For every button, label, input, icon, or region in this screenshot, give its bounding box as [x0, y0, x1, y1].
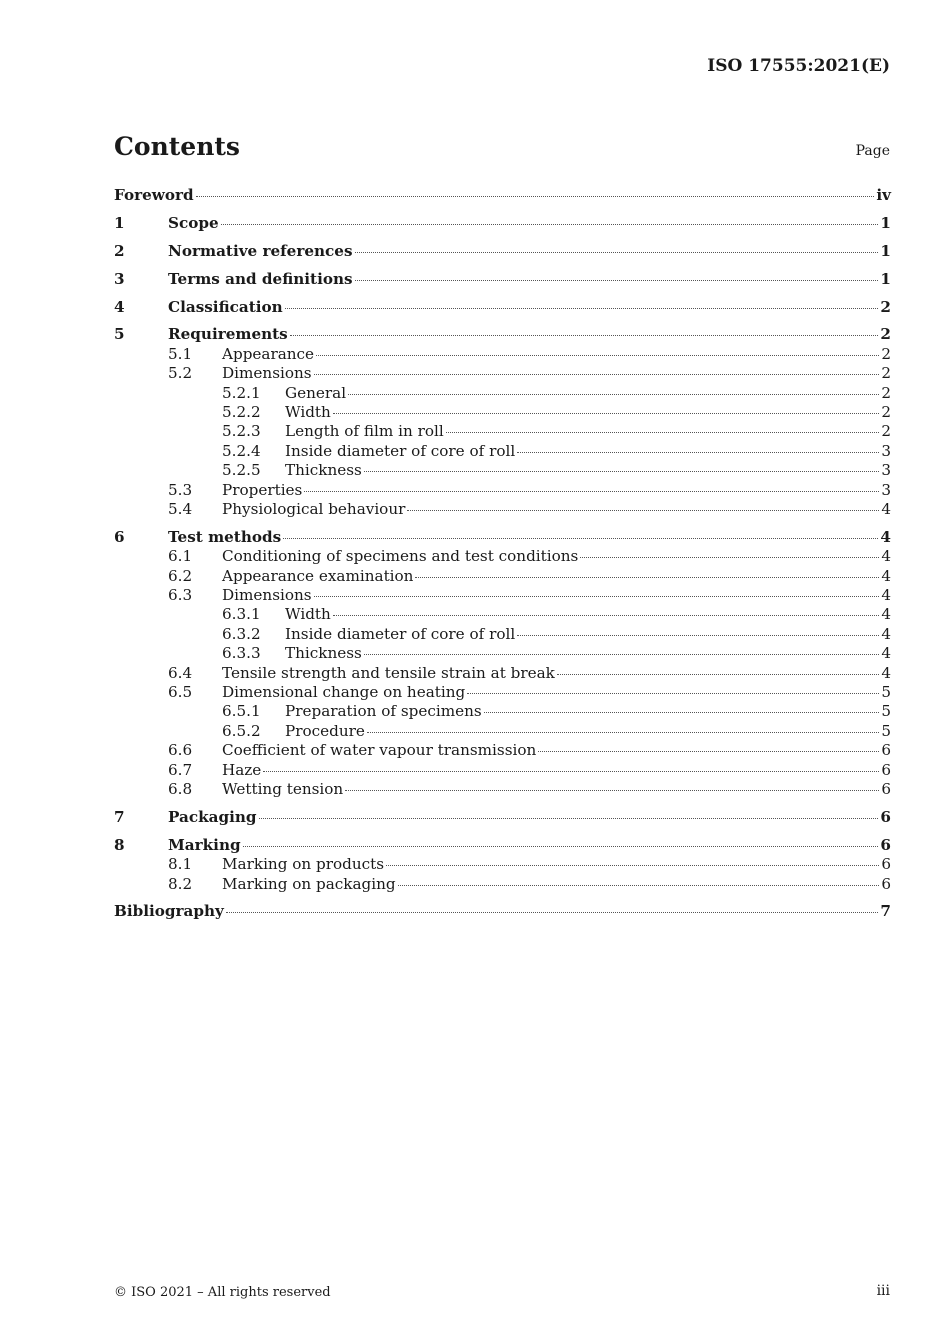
- toc-entry-title: Inside diameter of core of roll: [285, 441, 516, 460]
- toc-entry-number: 6.4: [168, 663, 193, 682]
- toc-entry-page: 3: [881, 461, 891, 480]
- toc-entry-number: 6.7: [168, 760, 193, 779]
- toc-entry-page: 6: [881, 874, 891, 893]
- toc-entry-title: Preparation of specimens: [285, 702, 482, 721]
- toc-entry-title: Coefficient of water vapour transmission: [222, 741, 537, 760]
- toc-entry-page: 1: [880, 213, 891, 232]
- toc-entry-number: 6: [114, 527, 125, 546]
- toc-entry-title: Procedure: [285, 721, 365, 740]
- toc-entry-page: 2: [881, 344, 891, 363]
- toc-entry-title: General: [285, 383, 347, 402]
- toc-entry-number: 5.2.4: [222, 441, 261, 460]
- toc-entry-number: 5.3: [168, 480, 193, 499]
- toc-entry-number: 6.1: [168, 547, 193, 566]
- toc-entry-number: 7: [114, 807, 125, 826]
- dot-leader: [314, 374, 880, 375]
- toc-entry[interactable]: [114, 722, 891, 741]
- toc-entry[interactable]: [114, 403, 891, 422]
- toc-entry-title: Appearance: [222, 344, 315, 363]
- toc-entry-title: Thickness: [285, 644, 362, 663]
- dot-leader: [557, 674, 879, 675]
- toc-entry-number: 2: [114, 241, 125, 260]
- dot-leader: [367, 732, 879, 733]
- dot-leader: [407, 510, 879, 511]
- toc-entry[interactable]: [114, 567, 891, 586]
- toc-entry[interactable]: [114, 625, 891, 644]
- toc-entry-title: Classification: [168, 297, 283, 316]
- toc-entry-number: 8: [114, 835, 125, 854]
- toc-entry-title: Marking: [168, 835, 241, 854]
- toc-entry-page: 6: [881, 779, 891, 798]
- dot-leader: [446, 432, 880, 433]
- toc-entry-number: 4: [114, 297, 125, 316]
- toc-entry-number: 6.3.2: [222, 624, 261, 643]
- dot-leader: [226, 912, 879, 913]
- toc-entry-title: Width: [285, 403, 331, 422]
- toc-entry-title: Tensile strength and tensile strain at break: [222, 663, 555, 682]
- toc-entry-title: Test methods: [168, 527, 282, 546]
- toc-entry-page: 2: [881, 364, 891, 383]
- toc-entry-title: Wetting tension: [222, 779, 344, 798]
- toc-entry-number: 5: [114, 325, 125, 344]
- toc-entry-number: 6.3: [168, 586, 193, 605]
- toc-entry[interactable]: [114, 741, 891, 760]
- dot-leader: [386, 865, 879, 866]
- dot-leader: [259, 818, 879, 819]
- toc-entry-title: Physiological behaviour: [222, 499, 406, 518]
- toc-entry-number: 8.2: [168, 874, 193, 893]
- toc-entry-page: 4: [881, 547, 891, 566]
- toc-entry[interactable]: [114, 481, 891, 500]
- toc-entry-page: 4: [881, 499, 891, 518]
- toc-entry-page: 2: [880, 297, 891, 316]
- toc-entry[interactable]: [114, 298, 891, 317]
- toc-entry-page: 2: [880, 325, 891, 344]
- toc-entry-title: Terms and definitions: [168, 269, 353, 288]
- dot-leader: [290, 335, 879, 336]
- toc-entry-page: 6: [880, 807, 891, 826]
- toc-entry-page: 3: [881, 441, 891, 460]
- dot-leader: [316, 355, 879, 356]
- toc-entry-page: 7: [880, 902, 891, 921]
- toc-entry[interactable]: [114, 902, 891, 921]
- toc-entry[interactable]: [114, 384, 891, 403]
- toc-entry-title: Packaging: [168, 807, 257, 826]
- dot-leader: [364, 654, 879, 655]
- toc-entry[interactable]: [114, 364, 891, 383]
- toc-entry-title: Requirements: [168, 325, 288, 344]
- toc-entry-title: Inside diameter of core of roll: [285, 624, 516, 643]
- toc-entry[interactable]: [114, 664, 891, 683]
- toc-entry-page: 4: [881, 663, 891, 682]
- contents-title: Contents: [114, 132, 241, 161]
- toc-entry-number: 6.5.1: [222, 702, 261, 721]
- page-column-label: Page: [855, 143, 890, 159]
- toc-entry[interactable]: [114, 761, 891, 780]
- dot-leader: [333, 615, 880, 616]
- toc-entry-title: Properties: [222, 480, 303, 499]
- toc-entry[interactable]: [114, 836, 891, 855]
- toc-entry-page: 5: [881, 721, 891, 740]
- toc-entry-page: 5: [881, 702, 891, 721]
- toc-entry-title: Haze: [222, 760, 262, 779]
- toc-entry-page: iv: [876, 186, 891, 204]
- toc-entry[interactable]: [114, 780, 891, 799]
- toc-entry-number: 5.4: [168, 499, 193, 518]
- toc-entry[interactable]: [114, 586, 891, 605]
- toc-entry-title: Conditioning of specimens and test conditions: [222, 547, 579, 566]
- toc-entry-page: 1: [880, 241, 891, 260]
- toc-entry-number: 5.1: [168, 344, 193, 363]
- page-number: iii: [876, 1283, 890, 1299]
- toc-entry-page: 4: [881, 586, 891, 605]
- toc-entry-title: Dimensions: [222, 364, 312, 383]
- dot-leader: [263, 771, 879, 772]
- toc-entry-page: 2: [881, 422, 891, 441]
- toc-entry-page: 2: [881, 403, 891, 422]
- toc-entry-page: 4: [880, 527, 891, 546]
- toc-entry-title: Thickness: [285, 461, 362, 480]
- dot-leader: [398, 885, 880, 886]
- dot-leader: [467, 693, 879, 694]
- toc-entry-title: Marking on products: [222, 855, 385, 874]
- toc-entry-number: 6.5: [168, 682, 193, 701]
- toc-entry[interactable]: [114, 345, 891, 364]
- toc-entry-page: 6: [881, 855, 891, 874]
- toc-entry-page: 4: [881, 605, 891, 624]
- toc-entry[interactable]: [114, 644, 891, 663]
- dot-leader: [243, 846, 879, 847]
- toc-entry-page: 6: [880, 835, 891, 854]
- toc-entry-number: 5.2.3: [222, 422, 261, 441]
- document-id: ISO 17555:2021(E): [707, 56, 890, 76]
- toc-entry[interactable]: [114, 186, 891, 205]
- toc-entry-page: 1: [880, 269, 891, 288]
- toc-entry-page: 4: [881, 624, 891, 643]
- toc-entry-title: Length of film in roll: [285, 422, 444, 441]
- dot-leader: [538, 751, 879, 752]
- dot-leader: [314, 596, 880, 597]
- toc-entry-page: 2: [881, 383, 891, 402]
- dot-leader: [348, 394, 879, 395]
- toc-entry-page: 4: [881, 566, 891, 585]
- toc-entry[interactable]: [114, 461, 891, 480]
- dot-leader: [285, 308, 879, 309]
- toc-entry-number: 8.1: [168, 855, 193, 874]
- table-of-contents: [114, 186, 891, 922]
- toc-entry[interactable]: [114, 855, 891, 874]
- toc-entry-number: 3: [114, 269, 125, 288]
- toc-entry-page: 5: [881, 682, 891, 701]
- toc-entry-page: 3: [881, 480, 891, 499]
- dot-leader: [517, 635, 879, 636]
- toc-entry-title: Dimensional change on heating: [222, 682, 466, 701]
- toc-entry[interactable]: [114, 808, 891, 827]
- toc-entry[interactable]: [114, 325, 891, 344]
- toc-entry-number: 6.6: [168, 741, 193, 760]
- toc-entry-title: Scope: [168, 213, 219, 232]
- dot-leader: [415, 577, 879, 578]
- toc-entry-page: 6: [881, 760, 891, 779]
- dot-leader: [355, 280, 879, 281]
- toc-entry-number: 5.2.5: [222, 461, 261, 480]
- toc-entry-number: 6.8: [168, 779, 193, 798]
- toc-entry-number: 6.3.1: [222, 605, 261, 624]
- dot-leader: [364, 471, 879, 472]
- toc-entry[interactable]: [114, 422, 891, 441]
- toc-entry-title: Foreword: [114, 186, 194, 204]
- dot-leader: [283, 538, 878, 539]
- toc-entry[interactable]: [114, 242, 891, 261]
- toc-entry[interactable]: [114, 500, 891, 519]
- copyright-notice: © ISO 2021 – All rights reserved: [114, 1285, 331, 1300]
- dot-leader: [355, 252, 879, 253]
- toc-entry-title: Appearance examination: [222, 566, 414, 585]
- toc-entry-number: 5.2.1: [222, 383, 261, 402]
- toc-entry[interactable]: [114, 442, 891, 461]
- toc-entry[interactable]: [114, 605, 891, 624]
- toc-entry-number: 5.2.2: [222, 403, 261, 422]
- toc-entry-title: Marking on packaging: [222, 874, 396, 893]
- dot-leader: [517, 452, 879, 453]
- toc-entry[interactable]: [114, 875, 891, 894]
- toc-entry-number: 6.5.2: [222, 721, 261, 740]
- toc-entry[interactable]: [114, 683, 891, 702]
- dot-leader: [196, 196, 875, 197]
- toc-entry-title: Bibliography: [114, 902, 224, 921]
- toc-entry[interactable]: [114, 547, 891, 566]
- toc-entry-page: 6: [881, 741, 891, 760]
- toc-entry-number: 1: [114, 213, 125, 232]
- dot-leader: [333, 413, 880, 414]
- toc-entry[interactable]: [114, 214, 891, 233]
- dot-leader: [221, 224, 879, 225]
- toc-entry-title: Dimensions: [222, 586, 312, 605]
- toc-entry-page: 4: [881, 644, 891, 663]
- toc-entry-title: Width: [285, 605, 331, 624]
- toc-entry[interactable]: [114, 702, 891, 721]
- dot-leader: [304, 491, 879, 492]
- toc-entry-number: 6.2: [168, 566, 193, 585]
- toc-entry-title: Normative references: [168, 241, 353, 260]
- dot-leader: [484, 712, 880, 713]
- dot-leader: [580, 557, 879, 558]
- toc-entry[interactable]: [114, 270, 891, 289]
- toc-entry-number: 5.2: [168, 364, 193, 383]
- dot-leader: [345, 790, 879, 791]
- toc-entry-number: 6.3.3: [222, 644, 261, 663]
- toc-entry[interactable]: [114, 528, 891, 547]
